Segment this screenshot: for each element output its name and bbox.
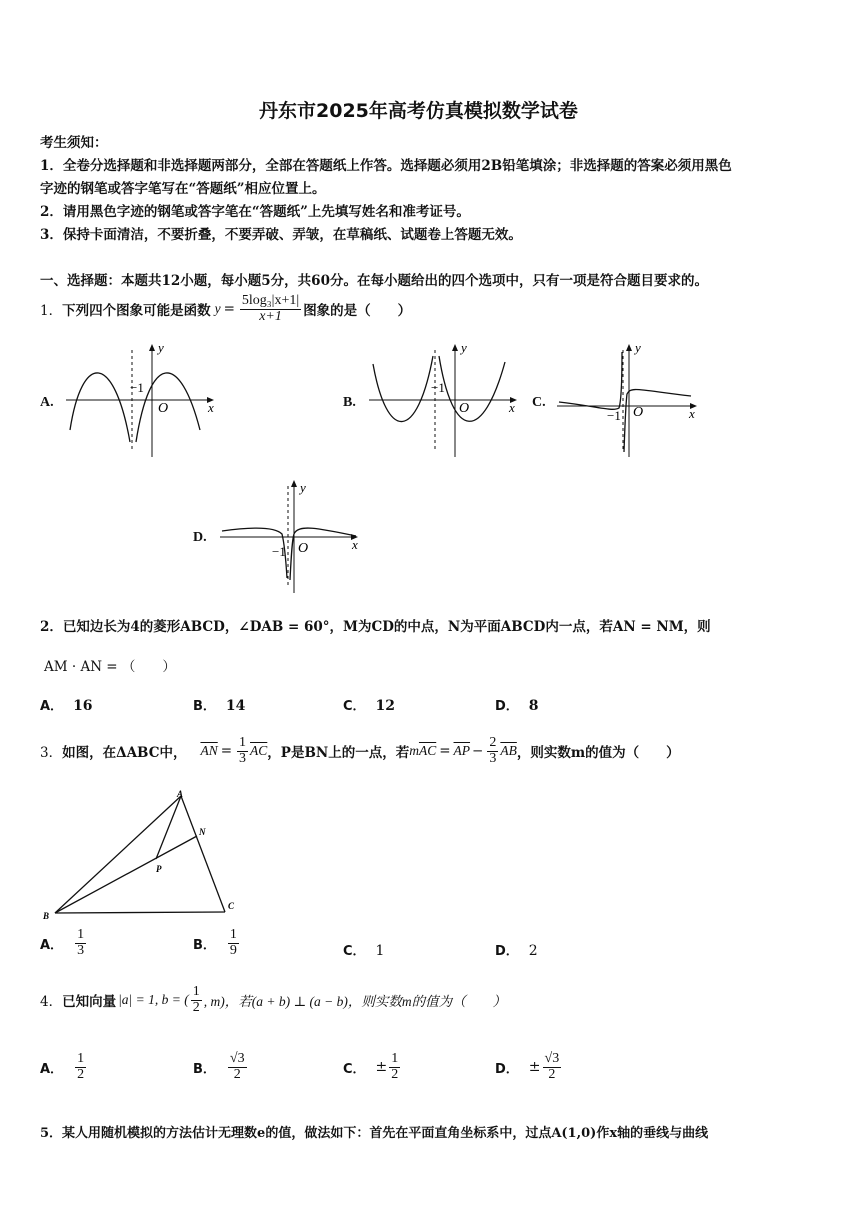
question-2-line2: AM · AN = （ ） — [44, 659, 176, 675]
vector: $\overline{AN}$ — [200, 743, 218, 759]
question-text: 图象的是（ ） — [303, 303, 412, 320]
axis-y-label: y — [461, 342, 467, 355]
question-number: 4． — [40, 994, 63, 1011]
q2-option-b[interactable] — [193, 695, 245, 714]
question-text: ，P是BN上的一点，若 — [267, 745, 410, 762]
denominator: 3 — [77, 942, 85, 958]
fraction — [191, 985, 202, 1015]
fraction — [543, 1052, 562, 1082]
notice-line-3: 2．请用黑色字迹的钢笔或答字笔在“答题纸”上先填写姓名和准考证号。 — [40, 204, 470, 220]
vector: $\overline{AC}$ — [250, 743, 268, 759]
minus-one-label: −1 — [607, 408, 621, 423]
vector: $\overline{AB}$ — [500, 743, 517, 759]
option-label: A． — [40, 1061, 64, 1077]
axis-x-label: x — [509, 400, 515, 415]
q2-option-d[interactable] — [495, 695, 539, 714]
axis-x-label: x — [208, 400, 214, 415]
q4-option-c[interactable] — [343, 1052, 402, 1082]
vertex-c-label: C — [228, 901, 235, 911]
option-label: C． — [343, 944, 366, 959]
section-heading: 一、选择题：本题共12小题，每小题5分，共60分。在每小题给出的四个选项中，只有一项是符合题目要求的。 — [40, 273, 708, 289]
numerator: 1 — [239, 735, 247, 750]
graph-d — [218, 478, 368, 596]
denominator: 9 — [229, 942, 237, 958]
minus-one-label: −1 — [272, 544, 286, 559]
math-op: = — [223, 301, 235, 318]
question-number: 1． — [40, 303, 63, 320]
numerator: 1 — [77, 1051, 85, 1066]
math-expr: , m)，若(a + b) ⊥ (a − b)，则实数m的值为（ ） — [203, 994, 507, 1010]
origin-label: O — [633, 405, 644, 420]
graph-a — [62, 342, 222, 460]
option-prefix: ± — [528, 1059, 541, 1076]
option-c-label: C. — [532, 395, 546, 410]
math-var: m — [409, 743, 419, 759]
math-expr: |a| = 1, b = ( — [118, 992, 189, 1008]
point-p-label: P — [156, 864, 162, 874]
option-label: D． — [495, 699, 519, 714]
numerator: 1 — [229, 927, 237, 942]
q2-option-c[interactable] — [343, 695, 395, 714]
graph-b — [365, 342, 525, 460]
question-number: 3． — [40, 745, 63, 762]
numerator: 1 — [192, 984, 200, 999]
fraction — [487, 736, 498, 766]
q3-option-b[interactable] — [193, 928, 241, 958]
question-text: 某人用随机模拟的方法估计无理数e的值，做法如下：首先在平面直角坐标系中，过点A(1,0)作x轴的垂线与曲线 — [62, 1126, 709, 1141]
q4-option-d[interactable] — [495, 1052, 563, 1082]
denominator: 2 — [233, 1066, 241, 1082]
triangle-figure — [38, 788, 248, 920]
option-a-label: A. — [40, 395, 54, 410]
option-label: A． — [40, 937, 64, 953]
denominator: 3 — [239, 750, 247, 766]
fraction — [389, 1052, 400, 1082]
option-value: 1 — [375, 943, 385, 959]
question-text: 已知向量 — [62, 994, 117, 1011]
option-label: C． — [343, 699, 366, 714]
q2-option-a[interactable] — [40, 695, 93, 714]
origin-label: O — [459, 401, 470, 416]
math-var: y — [214, 301, 221, 317]
denominator: 3 — [489, 750, 497, 766]
fraction — [228, 928, 239, 958]
axis-y-label: y — [635, 342, 641, 355]
question-number: 2． — [40, 619, 63, 635]
notice-heading: 考生须知： — [40, 135, 108, 151]
notice-line-4: 3．保持卡面清洁，不要折叠，不要弄破、弄皱，在草稿纸、试题卷上答题无效。 — [40, 227, 522, 243]
vertex-a-label: A — [177, 789, 184, 799]
numerator: 2 — [489, 735, 497, 750]
question-1 — [40, 294, 411, 324]
fraction — [75, 1052, 86, 1082]
numerator: 1 — [77, 927, 85, 942]
question-5 — [40, 1122, 708, 1141]
math-op: = — [220, 743, 233, 760]
minus-one-label: −1 — [431, 380, 445, 395]
minus-one-label: −1 — [130, 380, 144, 395]
fraction — [240, 294, 301, 324]
q3-option-d[interactable] — [495, 940, 538, 959]
page-title: 丹东市2025年高考仿真模拟数学试卷 — [259, 100, 578, 122]
option-label: B． — [193, 1061, 216, 1077]
question-2 — [40, 615, 711, 635]
axis-x-label: x — [689, 406, 695, 421]
option-b-label: B. — [343, 395, 356, 410]
denominator: 2 — [391, 1066, 399, 1082]
vector: $\overline{AC}$ — [418, 743, 437, 759]
option-value: 12 — [375, 698, 396, 714]
question-text: 如图，在ΔABC中， — [62, 745, 187, 762]
numerator: 1 — [391, 1051, 399, 1066]
fraction — [75, 928, 86, 958]
numerator: 5log₃|x+1| — [241, 293, 300, 308]
notice-line-2: 字迹的钢笔或答字笔写在“答题纸”相应位置上。 — [40, 181, 326, 197]
q4-option-b[interactable] — [193, 1052, 249, 1082]
q4-option-a[interactable] — [40, 1052, 88, 1082]
vertex-b-label: B — [43, 911, 50, 920]
question-text: 已知边长为4的菱形ABCD，∠DAB = 60°，M为CD的中点，N为平面ABCD内一点，若AN = NM，则 — [62, 619, 711, 635]
math-op: − — [472, 743, 484, 760]
denominator: 2 — [548, 1066, 556, 1082]
math-op: = — [439, 743, 451, 760]
axis-y-label: y — [300, 480, 306, 495]
denominator: 2 — [77, 1066, 85, 1082]
point-n-label: N — [199, 827, 206, 837]
fraction — [228, 1052, 247, 1082]
q3-option-c[interactable] — [343, 940, 384, 959]
option-label: C． — [343, 1061, 366, 1077]
origin-label: O — [158, 401, 169, 416]
option-label: D． — [495, 944, 519, 959]
option-value: 2 — [528, 943, 538, 959]
axis-x-label: x — [352, 537, 358, 552]
option-label: B． — [193, 699, 216, 714]
option-value: 16 — [73, 698, 93, 714]
fraction — [237, 736, 248, 766]
option-label: B． — [193, 937, 216, 953]
q3-option-a[interactable] — [40, 928, 88, 958]
question-number: 5． — [40, 1126, 63, 1141]
option-d-label: D. — [193, 530, 207, 545]
option-value: 14 — [225, 698, 246, 714]
option-prefix: ± — [375, 1059, 388, 1076]
numerator: √3 — [229, 1051, 245, 1066]
question-text: 下列四个图象可能是函数 — [62, 303, 211, 320]
denominator: 2 — [192, 999, 200, 1015]
numerator: √3 — [544, 1051, 560, 1066]
question-text: ，则实数m的值为（ ） — [516, 745, 680, 762]
denominator: x+1 — [259, 308, 282, 324]
question-3 — [40, 736, 680, 766]
option-label: D． — [495, 1061, 519, 1077]
graph-c — [555, 342, 705, 460]
option-label: A． — [40, 699, 64, 714]
axis-y-label: y — [158, 342, 164, 355]
vector: $\overline{AP}$ — [453, 743, 471, 759]
question-4 — [40, 985, 506, 1015]
option-value: 8 — [528, 698, 539, 714]
notice-line-1: 1．全卷分选择题和非选择题两部分，全部在答题纸上作答。选择题必须用2B铅笔填涂；非选择题的答案必须用黑色 — [40, 158, 732, 174]
origin-label: O — [298, 541, 309, 556]
